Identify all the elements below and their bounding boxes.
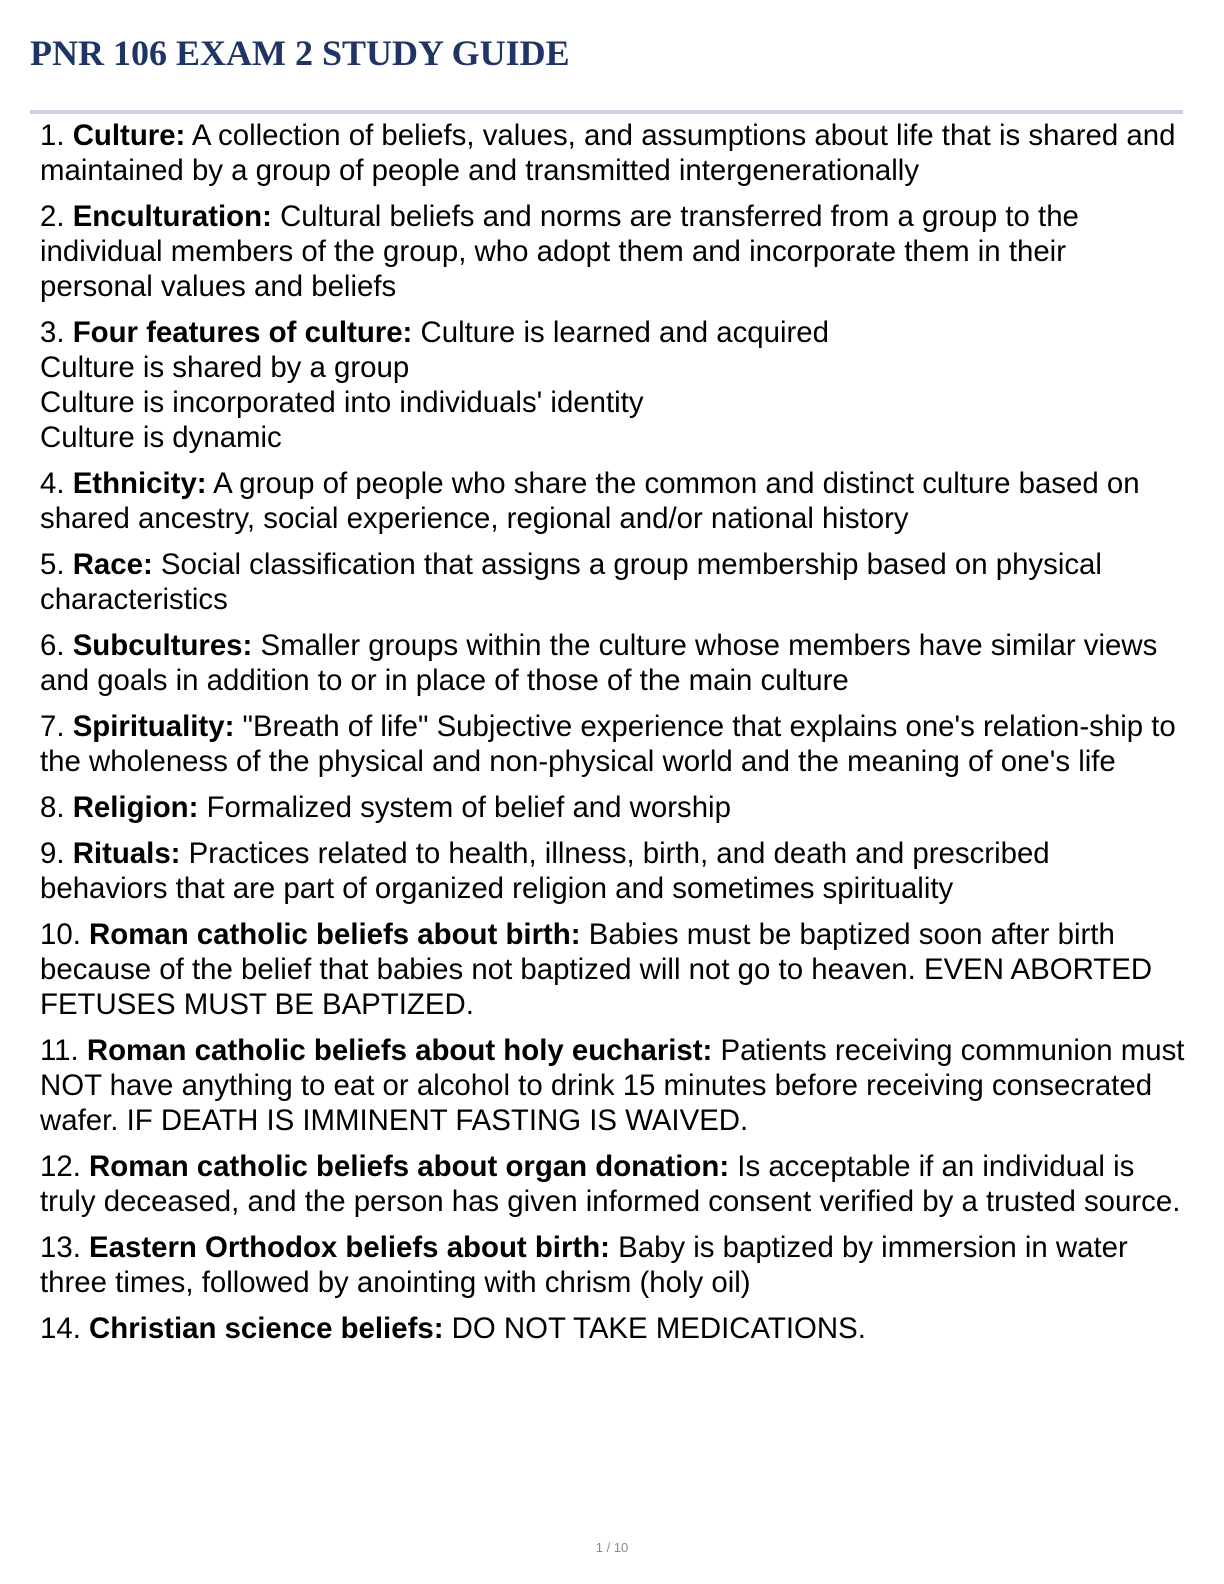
item-number: 10. bbox=[40, 918, 81, 951]
list-item-catholic-eucharist bbox=[40, 1033, 1185, 1138]
item-definition: "Breath of life" Subjective experience that explains one's relation-ship to the wholeness of the physical and non-physical world and the meaning of one's life bbox=[40, 710, 1176, 778]
list-item-catholic-birth bbox=[40, 917, 1185, 1022]
item-number: 1. bbox=[40, 119, 65, 152]
item-term: Race: bbox=[72, 548, 153, 581]
item-number: 4. bbox=[40, 467, 65, 500]
list-item-race bbox=[40, 547, 1185, 617]
study-guide-list bbox=[40, 118, 1185, 1357]
title-divider bbox=[30, 110, 1183, 114]
item-number: 3. bbox=[40, 316, 65, 349]
item-definition: DO NOT TAKE MEDICATIONS. bbox=[451, 1312, 866, 1345]
item-term: Ethnicity: bbox=[72, 467, 207, 500]
list-item-rituals bbox=[40, 836, 1185, 906]
item-term: Enculturation: bbox=[72, 200, 272, 233]
item-number: 2. bbox=[40, 200, 65, 233]
item-term: Eastern Orthodox beliefs about birth: bbox=[89, 1231, 610, 1264]
item-definition: Baby is baptized by immersion in water three times, followed by anointing with chrism (holy oil) bbox=[40, 1231, 1128, 1299]
item-term: Christian science beliefs: bbox=[89, 1312, 444, 1345]
list-item-religion bbox=[40, 790, 1185, 825]
list-item-orthodox-birth bbox=[40, 1230, 1185, 1300]
item-feature-line: Culture is incorporated into individuals' identity bbox=[40, 386, 644, 419]
item-number: 13. bbox=[40, 1231, 81, 1264]
item-definition: Practices related to health, illness, birth, and death and prescribed behaviors that are part of organized religion and sometimes spirituality bbox=[40, 837, 1050, 905]
item-number: 11. bbox=[40, 1034, 79, 1067]
list-item-culture bbox=[40, 118, 1185, 188]
item-term: Rituals: bbox=[72, 837, 181, 870]
item-term: Roman catholic beliefs about holy eucharist: bbox=[86, 1034, 713, 1067]
item-definition: Is acceptable if an individual is truly deceased, and the person has given informed consent verified by a trusted source. bbox=[40, 1150, 1181, 1218]
item-feature-line: Culture is dynamic bbox=[40, 421, 282, 454]
item-term: Roman catholic beliefs about organ donation: bbox=[89, 1150, 730, 1183]
item-definition: Cultural beliefs and norms are transferred from a group to the individual members of the group, who adopt them and incorporate them in their personal values and beliefs bbox=[40, 200, 1079, 303]
item-definition: A collection of beliefs, values, and assumptions about life that is shared and maintained by a group of people and transmitted intergenerationally bbox=[40, 119, 1176, 187]
item-definition: Formalized system of belief and worship bbox=[206, 791, 731, 824]
item-term: Spirituality: bbox=[72, 710, 235, 743]
item-term: Subcultures: bbox=[72, 629, 253, 662]
item-number: 8. bbox=[40, 791, 65, 824]
list-item-ethnicity bbox=[40, 466, 1185, 536]
page-title: PNR 106 EXAM 2 STUDY GUIDE bbox=[30, 33, 570, 73]
item-number: 9. bbox=[40, 837, 65, 870]
item-definition: Patients receiving communion must NOT have anything to eat or alcohol to drink 15 minutes before receiving consecrated wafer. IF DEATH IS IMMINENT FASTING IS WAIVED. bbox=[40, 1034, 1185, 1137]
item-number: 12. bbox=[40, 1150, 81, 1183]
list-item-enculturation bbox=[40, 199, 1185, 304]
item-definition: Social classification that assigns a group membership based on physical characteristics bbox=[40, 548, 1102, 616]
item-definition: Smaller groups within the culture whose members have similar views and goals in addition to or in place of those of the main culture bbox=[40, 629, 1158, 697]
item-term: Four features of culture: bbox=[72, 316, 413, 349]
list-item-catholic-organ-donation bbox=[40, 1149, 1185, 1219]
item-number: 5. bbox=[40, 548, 65, 581]
list-item-four-features bbox=[40, 315, 1185, 455]
item-number: 14. bbox=[40, 1312, 81, 1345]
item-term: Roman catholic beliefs about birth: bbox=[89, 918, 581, 951]
item-number: 6. bbox=[40, 629, 65, 662]
item-definition: A group of people who share the common and distinct culture based on shared ancestry, social experience, regional and/or national history bbox=[40, 467, 1140, 535]
item-number: 7. bbox=[40, 710, 65, 743]
item-feature-line: Culture is shared by a group bbox=[40, 351, 410, 384]
list-item-subcultures bbox=[40, 628, 1185, 698]
list-item-christian-science bbox=[40, 1311, 1185, 1346]
item-term: Culture: bbox=[72, 119, 186, 152]
page-indicator: 1 / 10 bbox=[595, 1540, 629, 1555]
item-definition: Culture is learned and acquired bbox=[420, 316, 829, 349]
list-item-spirituality bbox=[40, 709, 1185, 779]
item-term: Religion: bbox=[72, 791, 199, 824]
item-definition: Babies must be baptized soon after birth because of the belief that babies not baptized will not go to heaven. EVEN ABORTED FETUSES MUST BE BAPTIZED. bbox=[40, 918, 1153, 1021]
